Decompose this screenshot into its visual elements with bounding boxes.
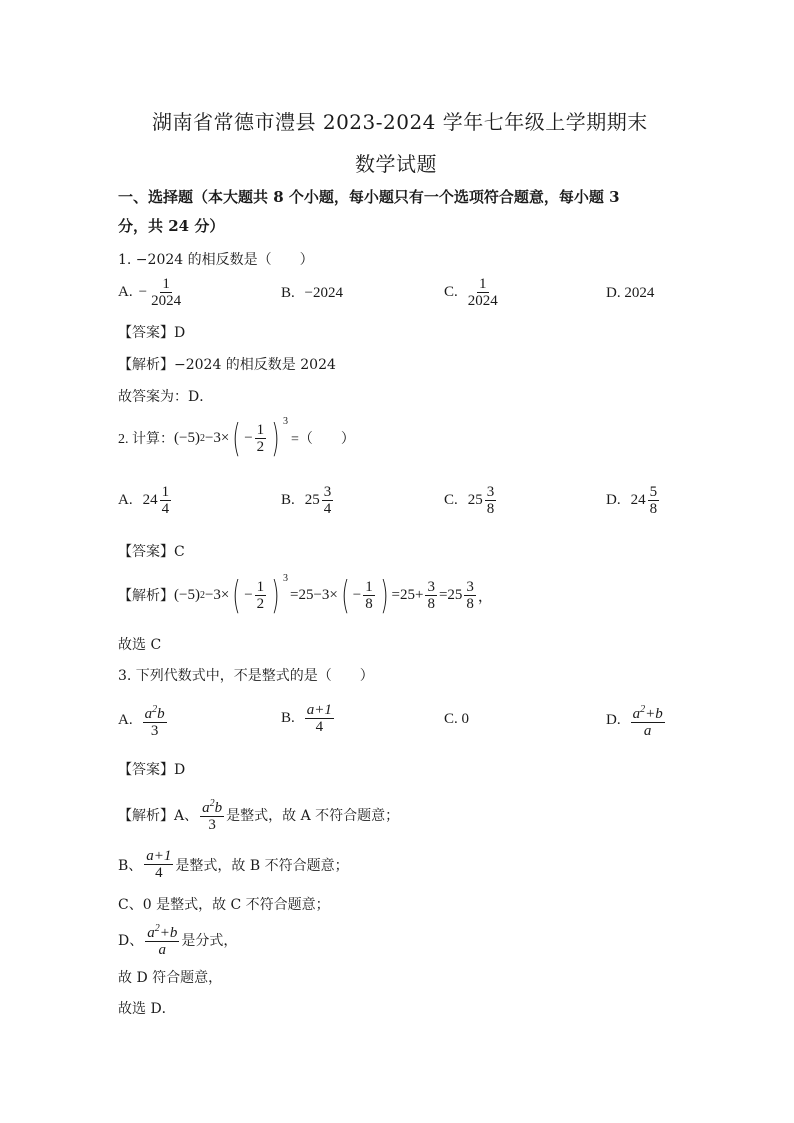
mixed-whole: 25	[304, 492, 320, 508]
q3-option-a	[118, 702, 169, 739]
q3-option-d-label: D.	[606, 712, 621, 728]
expr-fraction	[425, 579, 437, 612]
q3-analysis-b	[118, 848, 349, 881]
mixed-whole: 24	[142, 492, 158, 508]
analysis-fraction	[145, 921, 179, 958]
expr-end: ，	[477, 588, 493, 605]
q2-option-d-label: D.	[606, 492, 621, 508]
q3-option-b-fraction	[305, 702, 334, 735]
q1-stem: 1. −2024 的相反数是（ ）	[118, 252, 314, 268]
analysis-prefix: 【解析】A、	[118, 807, 199, 824]
mixed-fraction	[322, 484, 334, 517]
q3-analysis-a	[118, 796, 399, 833]
q2-conclusion: 故选 C	[118, 637, 162, 653]
q2-analysis	[118, 573, 493, 617]
expr-step: =25+	[391, 586, 424, 603]
fraction-denominator: 2	[256, 438, 265, 455]
fraction-numerator: 3	[486, 484, 495, 500]
q3-option-d-fraction	[631, 702, 665, 739]
q3-conclusion: 故选 D．	[118, 1001, 176, 1017]
q1-option-b-value: −2024	[304, 285, 343, 301]
q1-option-a-label: A.	[118, 284, 133, 300]
fraction-numerator: a+1	[306, 702, 332, 718]
fraction-denominator: 3	[150, 723, 159, 739]
fraction-numerator: 1	[256, 578, 265, 595]
left-paren-symbol: (	[232, 416, 241, 460]
fraction-denominator: 8	[427, 595, 435, 612]
q3-analysis-c: C、0 是整式，故 C 不符合题意；	[118, 897, 330, 913]
mixed-whole: 24	[630, 492, 646, 508]
fraction-denominator: a	[158, 942, 167, 958]
mixed-whole: 25	[467, 492, 483, 508]
expr-fraction	[363, 579, 375, 612]
expr-base: (−5)	[174, 586, 200, 603]
expr-sign: −	[352, 586, 362, 603]
fraction-numerator: 1	[161, 484, 170, 500]
left-paren-symbol: (	[341, 573, 350, 617]
analysis-fraction	[144, 848, 173, 881]
q3-option-c: C. 0	[444, 711, 470, 727]
fraction-numerator: 1	[479, 276, 487, 292]
q1-analysis: 【解析】−2024 的相反数是 2024	[118, 357, 336, 373]
fraction-numerator: $a^2+b$	[632, 704, 663, 722]
right-paren-symbol: )	[271, 416, 280, 460]
q2-option-d	[606, 484, 661, 517]
analysis-suffix: 是整式，故 B 不符合题意；	[175, 857, 349, 874]
fraction-denominator: 4	[155, 865, 163, 881]
q2-answer: 【答案】C	[118, 544, 185, 560]
q1-option-d: D. 2024	[606, 285, 655, 301]
expr-step: =25	[438, 586, 463, 603]
fraction-numerator: $a^2+b$	[147, 923, 178, 941]
fraction-numerator: $a^2b$	[144, 704, 165, 722]
q3-analysis-d	[118, 921, 237, 958]
right-paren-symbol: )	[271, 573, 280, 617]
fraction-denominator: 4	[161, 501, 170, 517]
q2-inner-fraction	[255, 422, 267, 455]
fraction-denominator: 8	[486, 501, 495, 517]
fraction-denominator: 8	[365, 595, 373, 612]
mixed-fraction	[485, 484, 497, 517]
fraction-numerator: 3	[427, 578, 435, 595]
fraction-denominator: 4	[315, 719, 324, 735]
fraction-numerator: 5	[649, 484, 658, 500]
expr-fraction	[464, 579, 476, 612]
q1-answer: 【答案】D	[118, 325, 186, 341]
fraction-numerator: $a^2b$	[202, 798, 223, 816]
section-heading-line1: 一、选择题（本大题共 8 个小题，每小题只有一个选项符合题意，每小题 3	[118, 188, 620, 206]
fraction-numerator: 1	[256, 421, 265, 438]
right-paren-symbol: )	[380, 573, 389, 617]
mixed-fraction	[648, 484, 660, 517]
q2-expr-exponent: 2	[199, 432, 205, 444]
analysis-suffix: 是整式，故 A 不符合题意；	[226, 807, 400, 824]
document-title: 湖南省常德市澧县 2023-2024 学年七年级上学期期末	[152, 110, 648, 134]
q3-answer: 【答案】D	[118, 762, 186, 778]
expr-exponent: 2	[199, 589, 205, 601]
q2-option-a-label: A.	[118, 492, 133, 508]
q3-stem: 3. 下列代数式中，不是整式的是（ ）	[118, 668, 374, 684]
q1-option-c	[444, 276, 502, 309]
fraction-denominator: 2024	[467, 293, 498, 309]
q1-option-a-fraction	[149, 276, 183, 309]
expr-exponent: 3	[283, 573, 288, 584]
q2-expr-operator: −3×	[204, 429, 230, 446]
fraction-numerator: 1	[162, 276, 170, 292]
left-paren-symbol: (	[232, 573, 241, 617]
q2-stem-suffix: =（ ）	[291, 432, 355, 447]
fraction-denominator: a	[643, 723, 652, 739]
section-heading-line2: 分，共 24 分）	[118, 217, 225, 235]
document-subtitle: 数学试题	[355, 152, 437, 176]
q1-option-c-fraction	[466, 276, 500, 309]
q3-analysis-d-note: 故 D 符合题意，	[118, 970, 223, 986]
fraction-numerator: a+1	[146, 848, 172, 864]
q1-option-a-sign: −	[138, 284, 148, 300]
q3-option-d	[606, 702, 667, 739]
q2-stem-prefix: 2. 计算：	[118, 432, 174, 447]
q2-stem	[118, 416, 355, 460]
expr-fraction	[255, 579, 267, 612]
q2-option-b	[281, 484, 335, 517]
analysis-fraction	[200, 796, 224, 833]
q2-option-c-label: C.	[444, 492, 458, 508]
fraction-denominator: 2	[256, 595, 265, 612]
fraction-denominator: 4	[323, 501, 332, 517]
analysis-prefix: B、	[118, 857, 143, 874]
analysis-prefix: D、	[118, 932, 144, 949]
q2-inner-sign: −	[244, 429, 253, 446]
q2-analysis-label: 【解析】	[118, 589, 174, 604]
fraction-denominator: 8	[649, 501, 658, 517]
fraction-numerator: 1	[365, 578, 373, 595]
q2-option-b-label: B.	[281, 492, 295, 508]
q1-option-b-label: B.	[281, 285, 295, 301]
fraction-numerator: 3	[466, 578, 474, 595]
q2-expr-base: (−5)	[174, 429, 200, 446]
fraction-denominator: 8	[466, 595, 474, 612]
q2-outer-exponent: 3	[283, 416, 288, 427]
q1-conclusion: 故答案为：D．	[118, 389, 214, 405]
expr-operator: −3×	[204, 586, 230, 603]
q3-option-a-fraction	[143, 702, 167, 739]
mixed-fraction	[160, 484, 172, 517]
q1-option-a	[118, 276, 185, 309]
expr-step: =25−3×	[290, 586, 338, 603]
analysis-suffix: 是分式，	[181, 932, 238, 949]
q3-option-b-label: B.	[281, 710, 295, 726]
q3-option-b	[281, 702, 336, 735]
q2-option-a	[118, 484, 173, 517]
fraction-denominator: 2024	[151, 293, 182, 309]
fraction-denominator: 3	[208, 817, 216, 833]
q3-option-a-label: A.	[118, 712, 133, 728]
q1-option-c-label: C.	[444, 284, 458, 300]
q2-option-c	[444, 484, 498, 517]
fraction-numerator: 3	[323, 484, 332, 500]
expr-sign: −	[244, 586, 253, 603]
q1-option-b	[281, 285, 343, 302]
